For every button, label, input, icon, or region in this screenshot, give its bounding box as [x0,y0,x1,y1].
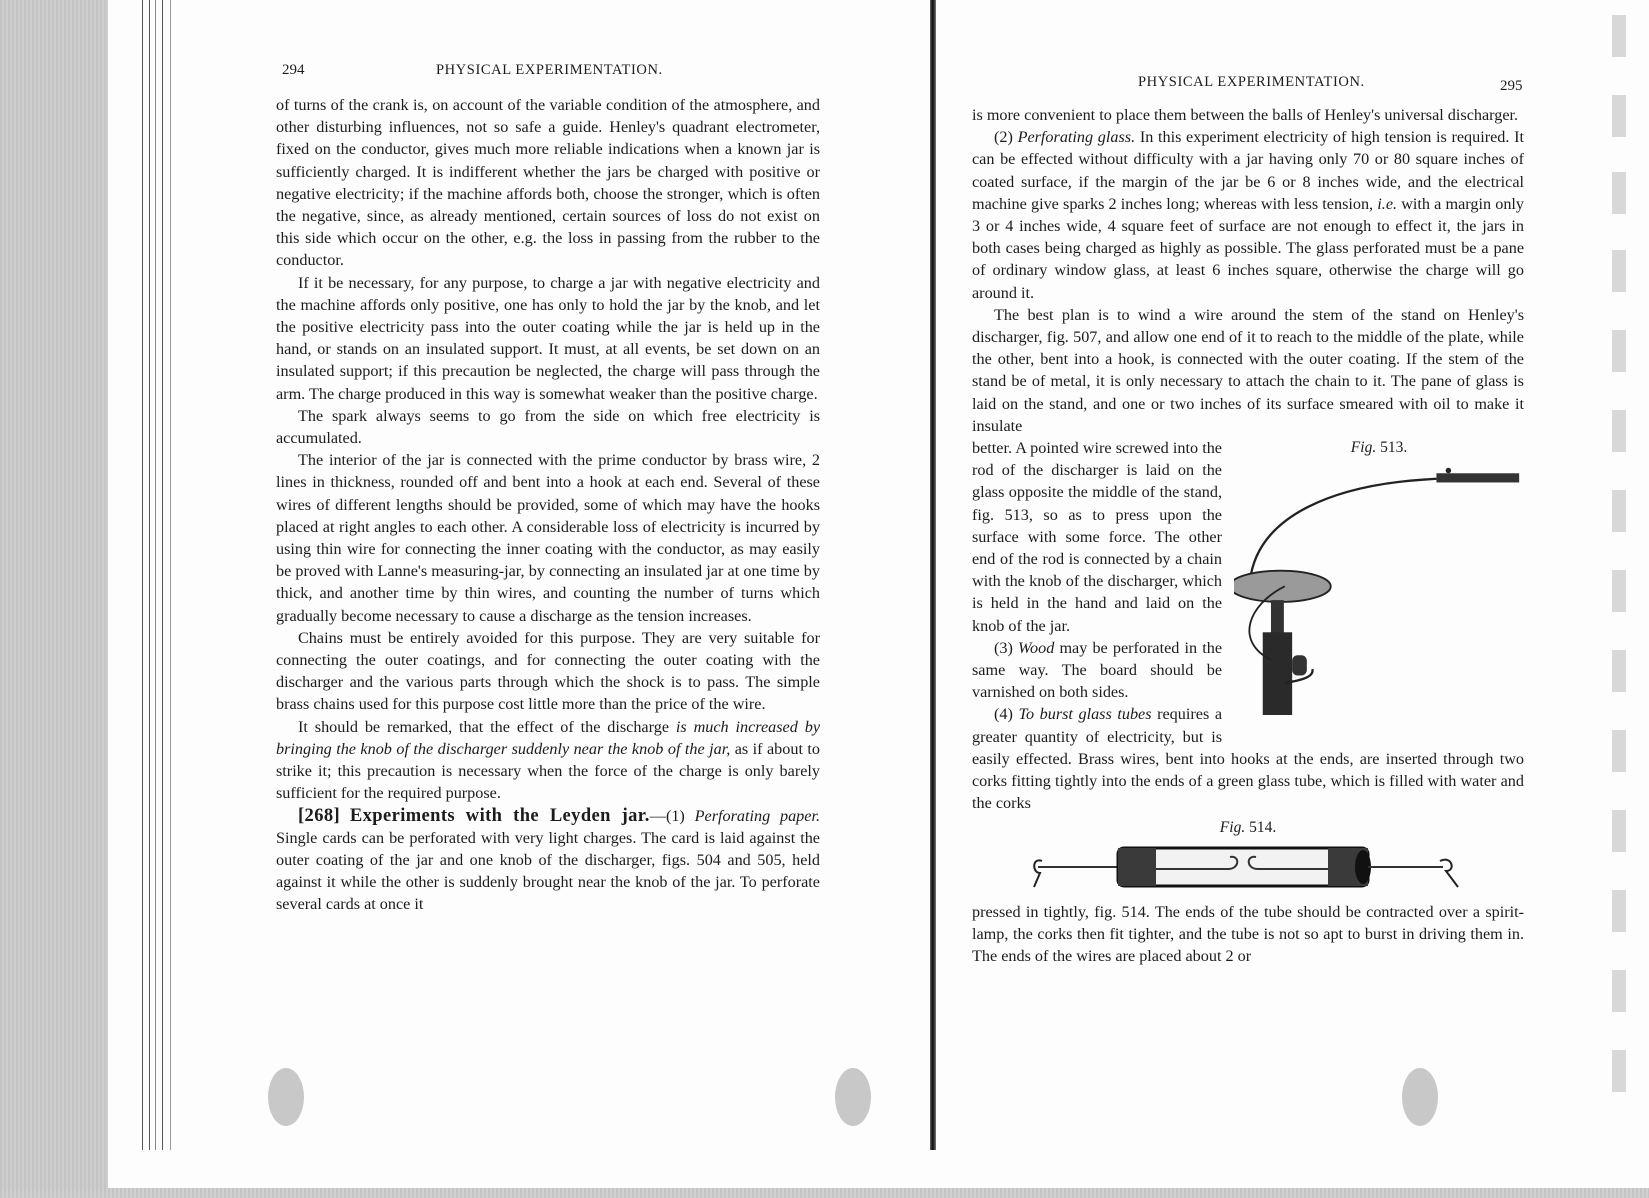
page-number-left: 294 [282,62,305,78]
stand-base [1263,633,1292,716]
text-run: It should be remarked, that the effect of the discharge [298,717,669,736]
section-dash: —(1) [649,806,685,825]
figure-caption-514 [972,817,1524,839]
scanner-border-left [0,0,108,1198]
book-gutter [930,0,936,1150]
paragraph: Chains must be entirely avoided for this purpose. They are very suitable for connecting the outer coatings, and for connecting the outer coating with the discharger and the various parts through which the shock is to pass. The simple brass chains used for this purpose cost little more than the price of the wire. [276,628,820,714]
handle-knob [1446,468,1452,474]
paragraph [972,126,1524,304]
figure-513 [1234,437,1524,727]
text-run: In this experiment electricity of high tension is required. It can be effected without difficulty with a jar having only 70 or 80 square inches of coated surface, if the margin of the jar be 6 or 8 inches wide, and the electrical machine give sparks 2 inches long; whereas with less tension, [972,128,1525,213]
discharger-handle [1436,474,1519,483]
edge-tab-mark [1612,172,1626,214]
text-run: requires [1157,705,1210,724]
punch-hole [268,1068,304,1126]
right-page-body [972,104,1524,967]
left-page-body [276,94,820,916]
fig-number: 513. [1380,439,1408,457]
text-run: as if about to strike it; this precaution is necessary when the force of the charge is only barely sufficient for the required purpose. [276,739,820,803]
edge-tab-mark [1612,15,1626,57]
italic-abbrev: i.e. [1377,194,1398,213]
running-head-left: PHYSICAL EXPERIMENTATION. [436,62,663,78]
figure-caption-513 [1234,437,1524,459]
item-number: (3) [994,638,1013,657]
section-title: Experiments with the Leyden jar. [349,805,650,826]
edge-tab-mark [1612,490,1626,532]
fig-label: Fig. [1350,439,1377,457]
paragraph: of turns of the crank is, on account of the variable condition of the atmosphere, and other disturbing influences, not so safe a guide. Henley's quadrant electrometer, fixed on the conductor, gives much more reliable indications when a known jar is sufficiently charged. It is indifferent whether the jars be charged with positive or negative electricity; if the machine affords both, choose the stronger, which is often the negative, since, as already mentioned, certain sources of loss do not exist on this side which occur on the other, e.g. the loss in passing from the rubber to the conductor. [276,96,820,270]
subsection-title: Perforating glass. [1017,128,1136,147]
stand-stem [1271,600,1284,637]
scanner-border-bottom [0,1188,1649,1198]
text-run: Single cards can be perforated with very light charges. The card is laid against the outer coating of the jar and one knob of the discharger, figs. 504 and 505, held against it while the other is suddenly brought near the knob of the jar. To perforate several cards at once it [276,828,820,914]
subsection-title: To burst glass tubes [1018,705,1152,724]
subsection-title: Wood [1018,638,1055,657]
fig-number: 514. [1249,818,1277,836]
paragraph [276,716,820,805]
glass-stand-plate [1234,571,1331,602]
left-cork [1118,848,1156,886]
text-run: a greater quantity of electricity, but is easily effected. Brass wires, bent into hooks at the ends, are inserted through two corks fitting tightly into the ends of a green glass tube, which is filled with water and the corks [972,705,1524,813]
right-hook [1440,859,1458,886]
clamp-screw [1292,656,1307,676]
section-number: [268] [298,805,341,826]
edge-tab-mark [1612,95,1626,137]
edge-tab-mark [1612,570,1626,612]
paragraph: The interior of the jar is connected with the prime conductor by brass wire, 2 lines in thickness, rounded off and bent into a hook at each end. Several of these wires of different lengths should be provided, some of which may have the hooks placed at right angles to each other. A considerable loss of electricity is incurred by using thin wire for connecting the inner coating with the conductor, as may easily be proved with Lanne's measuring-jar, by connecting an insulated jar at one time by thick, and another time by thin wires, and counting the number of turns which gradually become necessary to cause a discharge as the tension increases. [276,451,820,625]
edge-tab-mark [1612,650,1626,692]
edge-tab-mark [1612,410,1626,452]
edge-tab-mark [1612,250,1626,292]
paragraph: The spark always seems to go from the side on which free electricity is accumulated. [276,406,820,448]
edge-tab-mark [1612,730,1626,772]
text-run: may be perforated in the same way. The board should be varnished on both sides. [972,638,1222,702]
item-number: (4) [994,705,1013,724]
italic-emphasis: is much increased by bringing the knob of the discharger suddenly near the knob of the jar, [276,717,820,758]
left-hook [1034,860,1042,887]
page-number-right: 295 [1500,78,1523,94]
paragraph: pressed in tightly, fig. 514. The ends of the tube should be contracted over a spirit-lamp, the corks then fit tighter, and the tube is not so apt to burst in driving them in. The ends of the wires are placed about 2 or [972,902,1524,966]
fig-label: Fig. [1219,818,1246,836]
figure-514 [972,817,1524,895]
paragraph: better. A pointed wire screwed into the rod of the discharger is laid on the glass opposite the middle of the stand, fig. 513, so as to press upon the surface with some force. The other end of the rod is connected by a chain with the knob of the discharger, which is held in the hand and laid on the knob of the jar. [972,439,1222,635]
subsection-title: Perforating paper. [694,806,821,825]
edge-tab-mark [1612,890,1626,932]
section-paragraph [276,805,820,916]
figure-513-discharger-illustration [1234,465,1524,715]
paragraph: The best plan is to wind a wire around the stem of the stand on Henley's discharger, fig. 507, and allow one end of it to reach to the middle of the plate, while the other, bent into a hook, is connected with the outer coating. If the stem of the stand be of metal, it is only necessary to attach the chain to it. The pane of glass is laid on the stand, and one or two inches of its surface smeared with oil to make it insulate [972,305,1524,435]
edge-tab-mark [1612,330,1626,372]
item-number: (2) [994,128,1013,147]
figure-514-glass-tube-illustration [1028,843,1468,895]
page-edge-lines [140,0,175,1150]
discharger-rod [1250,479,1437,582]
punch-hole [835,1068,871,1126]
paragraph: is more convenient to place them between the balls of Henley's universal discharger. [972,106,1519,124]
punch-hole [1402,1068,1438,1126]
edge-tab-mark [1612,810,1626,852]
edge-tab-mark [1612,1050,1626,1092]
paragraph: If it be necessary, for any purpose, to charge a jar with negative electricity and the machine affords only positive, one has only to hold the jar by the knob, and let the positive electricity pass into the outer coating while the jar is held up in the hand, or stands on an insulated support. It must, at all events, be set down on an insulated support; if this precaution be neglected, the charge will pass through the arm. The charge produced in this way is somewhat weaker than the positive charge. [276,273,820,403]
running-head-right: PHYSICAL EXPERIMENTATION. [1138,74,1365,90]
edge-tab-mark [1612,970,1626,1012]
text-run: with a margin only 3 or 4 inches wide, 4 square feet of surface are not enough to effect it, the jars in both cases being charged as highly as possible. The glass perforated must be a pane of ordinary window glass, at least 6 inches square, otherwise the charge will go around it. [972,194,1525,302]
